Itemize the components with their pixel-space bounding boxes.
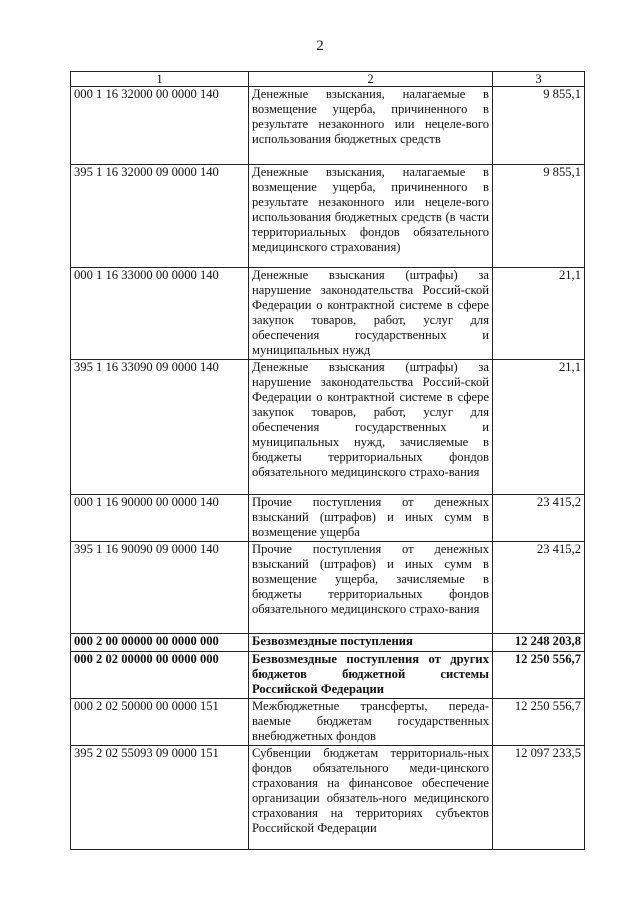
row-description: Субвенции бюджетам территориаль-ных фондов обязательного меди-цинского страхования на финансовое обеспечение организации обязатель-ного медицинского страхования на территориях субъектов Российской Федерации [249,745,493,849]
row-amount: 12 248 203,8 [493,633,585,651]
row-amount: 9 855,1 [493,87,585,165]
table-row [71,745,585,849]
row-amount: 23 415,2 [493,494,585,541]
row-code: 395 1 16 32000 09 0000 140 [71,165,249,268]
row-code: 000 2 02 50000 00 0000 151 [71,698,249,745]
table-row [71,633,585,651]
table-row [71,698,585,745]
header-row [71,72,585,87]
row-description: Прочие поступления от денежных взысканий (штрафов) и иных сумм в возмещение ущерба [249,494,493,541]
row-amount: 12 250 556,7 [493,651,585,698]
column-header-1: 1 [71,72,249,87]
table-row [71,651,585,698]
table-row [71,165,585,268]
row-code: 000 1 16 33000 00 0000 140 [71,268,249,360]
row-code: 000 2 00 00000 00 0000 000 [71,633,249,651]
table-header [71,72,585,87]
table-row [71,87,585,165]
table-row [71,359,585,494]
row-code: 395 1 16 33090 09 0000 140 [71,359,249,494]
row-amount: 23 415,2 [493,541,585,633]
column-header-3: 3 [493,72,585,87]
row-amount: 12 097 233,5 [493,745,585,849]
page-number: 2 [316,38,324,54]
column-header-2: 2 [249,72,493,87]
row-code: 000 1 16 32000 00 0000 140 [71,87,249,165]
row-code: 395 1 16 90090 09 0000 140 [71,541,249,633]
row-code: 000 1 16 90000 00 0000 140 [71,494,249,541]
row-description: Прочие поступления от денежных взысканий (штрафов) и иных сумм в возмещение ущерба, зачисляемые в бюджеты территориальных фондов обязательного медицинского страхо-вания [249,541,493,633]
table-row [71,494,585,541]
row-description: Безвозмездные поступления от других бюджетов бюджетной системы Российской Федерации [249,651,493,698]
row-description: Денежные взыскания (штрафы) за нарушение законодательства Россий-ской Федерации о контрактной системе в сфере закупок товаров, работ, услуг для обеспечения государственных и муниципальных нужд, зачисляемые в бюджеты территориальных фондов обязательного медицинского страхо-вания [249,359,493,494]
row-amount: 21,1 [493,268,585,360]
row-description: Денежные взыскания, налагаемые в возмещение ущерба, причиненного в результате незаконного или нецеле-вого использования бюджетных средств (в части территориальных фондов обязательного медицинского страхования) [249,165,493,268]
table-row [71,268,585,360]
row-amount: 21,1 [493,359,585,494]
row-amount: 12 250 556,7 [493,698,585,745]
row-amount: 9 855,1 [493,165,585,268]
row-description: Денежные взыскания, налагаемые в возмещение ущерба, причиненного в результате незаконного или нецеле-вого использования бюджетных средств [249,87,493,165]
table-row [71,541,585,633]
row-description: Межбюджетные трансферты, переда-ваемые бюджетам государственных внебюджетных фондов [249,698,493,745]
row-description: Денежные взыскания (штрафы) за нарушение законодательства Россий-ской Федерации о контрактной системе в сфере закупок товаров, работ, услуг для обеспечения государственных и муниципальных нужд [249,268,493,360]
row-code: 000 2 02 00000 00 0000 000 [71,651,249,698]
row-description: Безвозмездные поступления [249,633,493,651]
row-code: 395 2 02 55093 09 0000 151 [71,745,249,849]
budget-table [70,71,585,850]
